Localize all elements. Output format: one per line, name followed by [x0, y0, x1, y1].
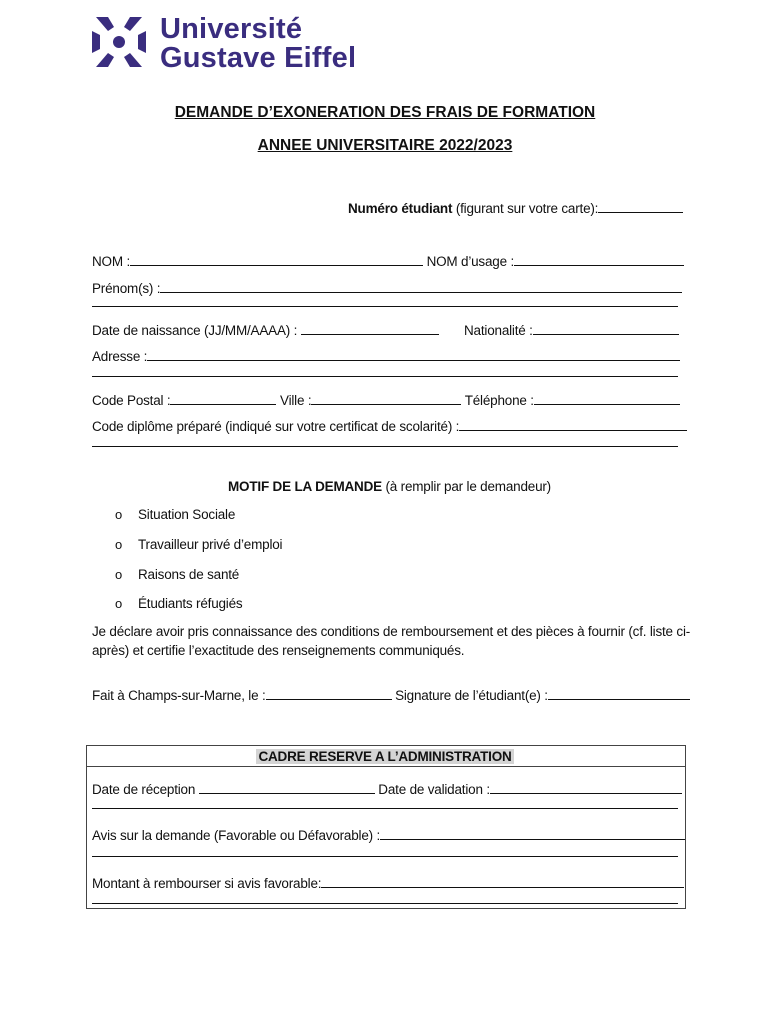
declaration-line-2: après) et certifie l’exactitude des renseignements communiqués. [92, 643, 465, 658]
signature-field[interactable] [548, 687, 690, 700]
nom-usage-field[interactable] [514, 253, 684, 266]
diploma-code-field[interactable] [459, 418, 687, 431]
birth-date-row [92, 322, 439, 339]
prenom-field[interactable] [160, 280, 682, 293]
motif-option-unemployed[interactable] [115, 537, 283, 553]
prenom-label: Prénom(s) : [92, 281, 161, 296]
admin-amount-row [92, 875, 684, 892]
logo-line-2: Gustave Eiffel [160, 42, 357, 74]
logo-line-1: Université [160, 13, 303, 45]
city-label: Ville : [280, 393, 312, 408]
motif-option-refugee[interactable] [115, 596, 243, 612]
address-field-line-2[interactable] [92, 376, 678, 377]
place-date-label: Fait à Champs-sur-Marne, le : [92, 688, 266, 703]
diploma-code-row [92, 418, 687, 435]
nom-row [92, 253, 684, 270]
admin-dates-row [92, 781, 682, 798]
admin-title-divider [86, 766, 686, 767]
declaration-line-1: Je déclare avoir pris connaissance des conditions de remboursement et des pièces à fournir (cf. liste ci- [92, 624, 691, 639]
diploma-code-field-line-2[interactable] [92, 446, 678, 447]
bullet-circle-icon: o [115, 507, 123, 522]
motif-option-social[interactable] [115, 507, 236, 523]
motif-heading-label: MOTIF DE LA DEMANDE [228, 479, 382, 494]
university-logo-icon [90, 15, 148, 69]
student-number-hint: (figurant sur votre carte): [452, 201, 599, 216]
place-date-field[interactable] [266, 687, 392, 700]
reception-date-field[interactable] [199, 781, 375, 794]
admin-title-row [0, 749, 770, 765]
address-label: Adresse : [92, 349, 148, 364]
address-row [92, 348, 680, 365]
postal-code-field[interactable] [170, 392, 276, 405]
admin-opinion-line-2[interactable] [92, 856, 678, 857]
admin-title: CADRE RESERVE A L’ADMINISTRATION [258, 749, 512, 764]
postal-code-label: Code Postal : [92, 393, 171, 408]
amount-field[interactable] [321, 875, 684, 888]
motif-option-label: Étudiants réfugiés [138, 596, 243, 611]
nationality-field[interactable] [533, 322, 679, 335]
phone-label: Téléphone : [464, 393, 534, 408]
student-number-row [348, 200, 683, 217]
amount-label: Montant à rembourser si avis favorable: [92, 876, 322, 891]
nom-usage-label: NOM d’usage : [426, 254, 514, 269]
motif-option-label: Travailleur privé d’emploi [138, 537, 283, 552]
page-subtitle: ANNEE UNIVERSITAIRE 2022/2023 [257, 137, 513, 154]
nom-label: NOM : [92, 254, 130, 269]
contact-row [92, 392, 680, 409]
admin-opinion-row [92, 827, 685, 844]
nationality-row [464, 322, 679, 339]
student-number-label: Numéro étudiant [348, 201, 453, 216]
opinion-label: Avis sur la demande (Favorable ou Défavorable) : [92, 828, 381, 843]
diploma-code-label: Code diplôme préparé (indiqué sur votre certificat de scolarité) : [92, 419, 460, 434]
page-title: DEMANDE D’EXONERATION DES FRAIS DE FORMATION [174, 104, 596, 121]
motif-option-label: Situation Sociale [138, 507, 236, 522]
opinion-field[interactable] [380, 827, 685, 840]
bullet-circle-icon: o [115, 596, 123, 611]
signature-label: Signature de l’étudiant(e) : [395, 688, 548, 703]
phone-field[interactable] [534, 392, 680, 405]
address-field[interactable] [147, 348, 680, 361]
motif-option-label: Raisons de santé [138, 567, 240, 582]
nom-field[interactable] [130, 253, 423, 266]
nationality-label: Nationalité : [464, 323, 533, 338]
validation-date-label: Date de validation : [378, 782, 490, 797]
motif-heading [228, 479, 551, 495]
birth-date-field[interactable] [301, 322, 439, 335]
prenom-field-line-2[interactable] [92, 306, 678, 307]
bullet-circle-icon: o [115, 537, 123, 552]
reception-date-label: Date de réception [92, 782, 196, 797]
validation-date-field[interactable] [490, 781, 682, 794]
admin-dates-line-2[interactable] [92, 808, 678, 809]
motif-heading-hint: (à remplir par le demandeur) [381, 479, 551, 494]
city-field[interactable] [311, 392, 461, 405]
bullet-circle-icon: o [115, 567, 123, 582]
student-number-field[interactable] [598, 200, 683, 213]
prenom-row [92, 280, 682, 297]
admin-amount-line-2[interactable] [92, 903, 678, 904]
birth-date-label: Date de naissance (JJ/MM/AAAA) : [92, 323, 298, 338]
signature-row [92, 687, 690, 704]
motif-option-health[interactable] [115, 567, 240, 583]
